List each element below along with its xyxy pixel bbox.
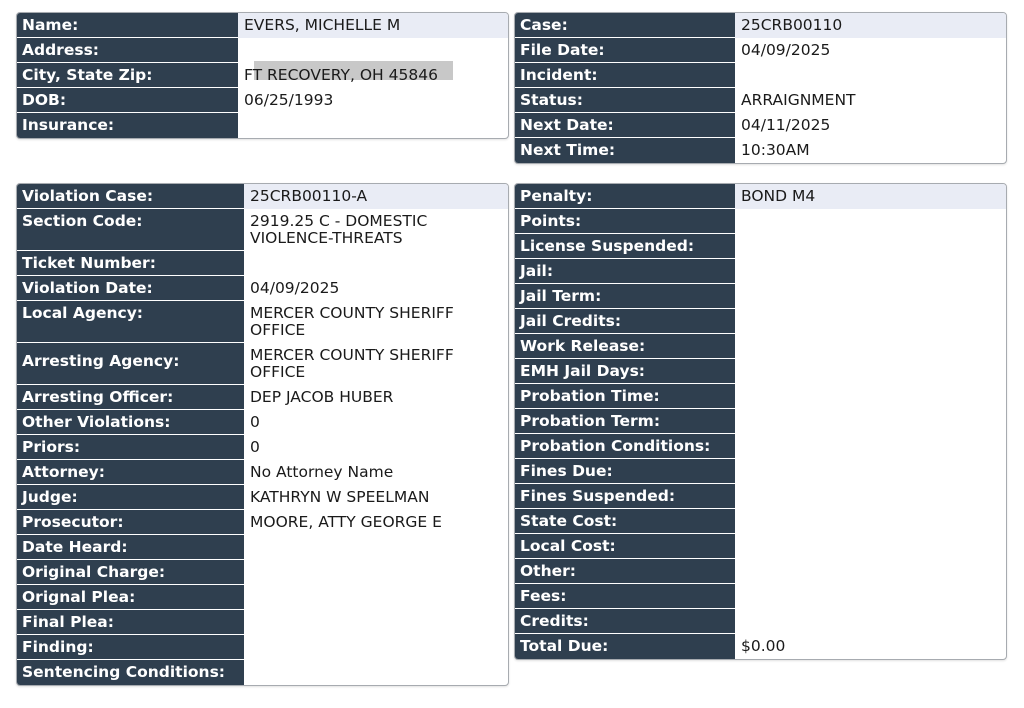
case-label: Case: <box>515 13 735 38</box>
violation-date-value: 04/09/2025 <box>250 279 340 297</box>
emh-jail-days-label: EMH Jail Days: <box>515 359 735 384</box>
attorney-row <box>17 460 508 485</box>
points-row <box>515 209 1006 234</box>
address-row <box>17 38 508 63</box>
emh-jail-days-value <box>735 359 1006 384</box>
date-heard-value <box>244 535 508 560</box>
fines-suspended-row <box>515 484 1006 509</box>
final-plea-value <box>244 610 508 635</box>
fines-suspended-label: Fines Suspended: <box>515 484 735 509</box>
jail-term-value <box>735 284 1006 309</box>
work-release-value <box>735 334 1006 359</box>
credits-value <box>735 609 1006 634</box>
incident-row <box>515 63 1006 88</box>
ticket-number-row <box>17 251 508 276</box>
next-time-label: Next Time: <box>515 138 735 163</box>
total-due-label: Total Due: <box>515 634 735 659</box>
violation-panel <box>16 183 509 686</box>
judge-value: KATHRYN W SPEELMAN <box>250 488 430 506</box>
work-release-row <box>515 334 1006 359</box>
original-plea-value <box>244 585 508 610</box>
emh-jail-days-row <box>515 359 1006 384</box>
fines-due-row <box>515 459 1006 484</box>
city-value: FT RECOVERY, OH 45846 <box>244 66 438 84</box>
prosecutor-row <box>17 510 508 535</box>
prosecutor-value: MOORE, ATTY GEORGE E <box>250 513 442 531</box>
section-code-value: 2919.25 C - DOMESTIC VIOLENCE-THREATS <box>250 212 428 247</box>
date-heard-label: Date Heard: <box>17 535 244 560</box>
original-charge-label: Original Charge: <box>17 560 244 585</box>
penalty-label: Penalty: <box>515 184 735 209</box>
probation-time-label: Probation Time: <box>515 384 735 409</box>
state-cost-row <box>515 509 1006 534</box>
ticket-number-value <box>244 251 508 276</box>
dob-value: 06/25/1993 <box>244 91 334 109</box>
priors-row <box>17 435 508 460</box>
violation-date-row <box>17 276 508 301</box>
other-value <box>735 559 1006 584</box>
status-label: Status: <box>515 88 735 113</box>
original-charge-row <box>17 560 508 585</box>
other-violations-row <box>17 410 508 435</box>
jail-term-label: Jail Term: <box>515 284 735 309</box>
dob-label: DOB: <box>17 88 238 113</box>
probation-conditions-value <box>735 434 1006 459</box>
next-date-value: 04/11/2025 <box>741 116 831 134</box>
total-due-value: $0.00 <box>741 637 786 655</box>
final-plea-label: Final Plea: <box>17 610 244 635</box>
file-date-row <box>515 38 1006 63</box>
next-time-row <box>515 138 1006 163</box>
fees-label: Fees: <box>515 584 735 609</box>
total-due-row <box>515 634 1006 659</box>
probation-conditions-row <box>515 434 1006 459</box>
credits-label: Credits: <box>515 609 735 634</box>
probation-time-value <box>735 384 1006 409</box>
local-cost-value <box>735 534 1006 559</box>
judge-row <box>17 485 508 510</box>
penalty-value: BOND M4 <box>735 184 1006 209</box>
fees-row <box>515 584 1006 609</box>
license-suspended-value <box>735 234 1006 259</box>
sentencing-conditions-label: Sentencing Conditions: <box>17 660 244 685</box>
next-date-row <box>515 113 1006 138</box>
incident-label: Incident: <box>515 63 735 88</box>
other-violations-label: Other Violations: <box>17 410 244 435</box>
defendant-panel <box>16 12 509 139</box>
date-heard-row <box>17 535 508 560</box>
priors-label: Priors: <box>17 435 244 460</box>
status-value: ARRAIGNMENT <box>741 91 856 109</box>
priors-value: 0 <box>250 438 260 456</box>
other-violations-value: 0 <box>250 413 260 431</box>
section-code-label: Section Code: <box>17 209 244 251</box>
jail-term-row <box>515 284 1006 309</box>
finding-label: Finding: <box>17 635 244 660</box>
local-agency-value: MERCER COUNTY SHERIFF OFFICE <box>250 304 454 339</box>
original-charge-value <box>244 560 508 585</box>
judge-label: Judge: <box>17 485 244 510</box>
points-label: Points: <box>515 209 735 234</box>
jail-credits-label: Jail Credits: <box>515 309 735 334</box>
case-value: 25CRB00110 <box>735 13 1006 38</box>
file-date-label: File Date: <box>515 38 735 63</box>
license-suspended-row <box>515 234 1006 259</box>
fees-value <box>735 584 1006 609</box>
insurance-label: Insurance: <box>17 113 238 138</box>
local-agency-label: Local Agency: <box>17 301 244 343</box>
fines-suspended-value <box>735 484 1006 509</box>
incident-value <box>735 63 1006 88</box>
name-label: Name: <box>17 13 238 38</box>
state-cost-label: State Cost: <box>515 509 735 534</box>
final-plea-row <box>17 610 508 635</box>
arresting-agency-value: MERCER COUNTY SHERIFF OFFICE <box>250 346 454 381</box>
attorney-value: No Attorney Name <box>250 463 394 481</box>
other-label: Other: <box>515 559 735 584</box>
local-cost-row <box>515 534 1006 559</box>
probation-term-row <box>515 409 1006 434</box>
arresting-officer-value: DEP JACOB HUBER <box>250 388 394 406</box>
penalty-row <box>515 184 1006 209</box>
violation-case-value: 25CRB00110-A <box>244 184 508 209</box>
insurance-row <box>17 113 508 138</box>
fines-due-value <box>735 459 1006 484</box>
file-date-value: 04/09/2025 <box>741 41 831 59</box>
arresting-officer-label: Arresting Officer: <box>17 385 244 410</box>
section-code-row <box>17 209 508 251</box>
jail-credits-row <box>515 309 1006 334</box>
address-value <box>238 38 508 63</box>
state-cost-value <box>735 509 1006 534</box>
sentencing-conditions-value <box>244 660 508 685</box>
license-suspended-label: License Suspended: <box>515 234 735 259</box>
next-time-value: 10:30AM <box>741 141 810 159</box>
arresting-agency-label: Arresting Agency: <box>17 343 244 385</box>
name-row <box>17 13 508 38</box>
attorney-label: Attorney: <box>17 460 244 485</box>
fines-due-label: Fines Due: <box>515 459 735 484</box>
prosecutor-label: Prosecutor: <box>17 510 244 535</box>
arresting-agency-row <box>17 343 508 385</box>
case-row <box>515 13 1006 38</box>
credits-row <box>515 609 1006 634</box>
jail-label: Jail: <box>515 259 735 284</box>
original-plea-row <box>17 585 508 610</box>
city-row <box>17 63 508 88</box>
status-row <box>515 88 1006 113</box>
ticket-number-label: Ticket Number: <box>17 251 244 276</box>
city-label: City, State Zip: <box>17 63 238 88</box>
jail-row <box>515 259 1006 284</box>
other-row <box>515 559 1006 584</box>
probation-time-row <box>515 384 1006 409</box>
sentencing-conditions-row <box>17 660 508 685</box>
finding-value <box>244 635 508 660</box>
local-cost-label: Local Cost: <box>515 534 735 559</box>
violation-date-label: Violation Date: <box>17 276 244 301</box>
violation-case-row <box>17 184 508 209</box>
probation-conditions-label: Probation Conditions: <box>515 434 735 459</box>
penalty-panel <box>514 183 1007 660</box>
local-agency-row <box>17 301 508 343</box>
probation-term-label: Probation Term: <box>515 409 735 434</box>
original-plea-label: Orignal Plea: <box>17 585 244 610</box>
address-label: Address: <box>17 38 238 63</box>
case-info-panel <box>514 12 1007 164</box>
name-value: EVERS, MICHELLE M <box>238 13 508 38</box>
finding-row <box>17 635 508 660</box>
points-value <box>735 209 1006 234</box>
work-release-label: Work Release: <box>515 334 735 359</box>
jail-value <box>735 259 1006 284</box>
next-date-label: Next Date: <box>515 113 735 138</box>
insurance-value <box>238 113 508 138</box>
probation-term-value <box>735 409 1006 434</box>
arresting-officer-row <box>17 385 508 410</box>
dob-row <box>17 88 508 113</box>
violation-case-label: Violation Case: <box>17 184 244 209</box>
jail-credits-value <box>735 309 1006 334</box>
